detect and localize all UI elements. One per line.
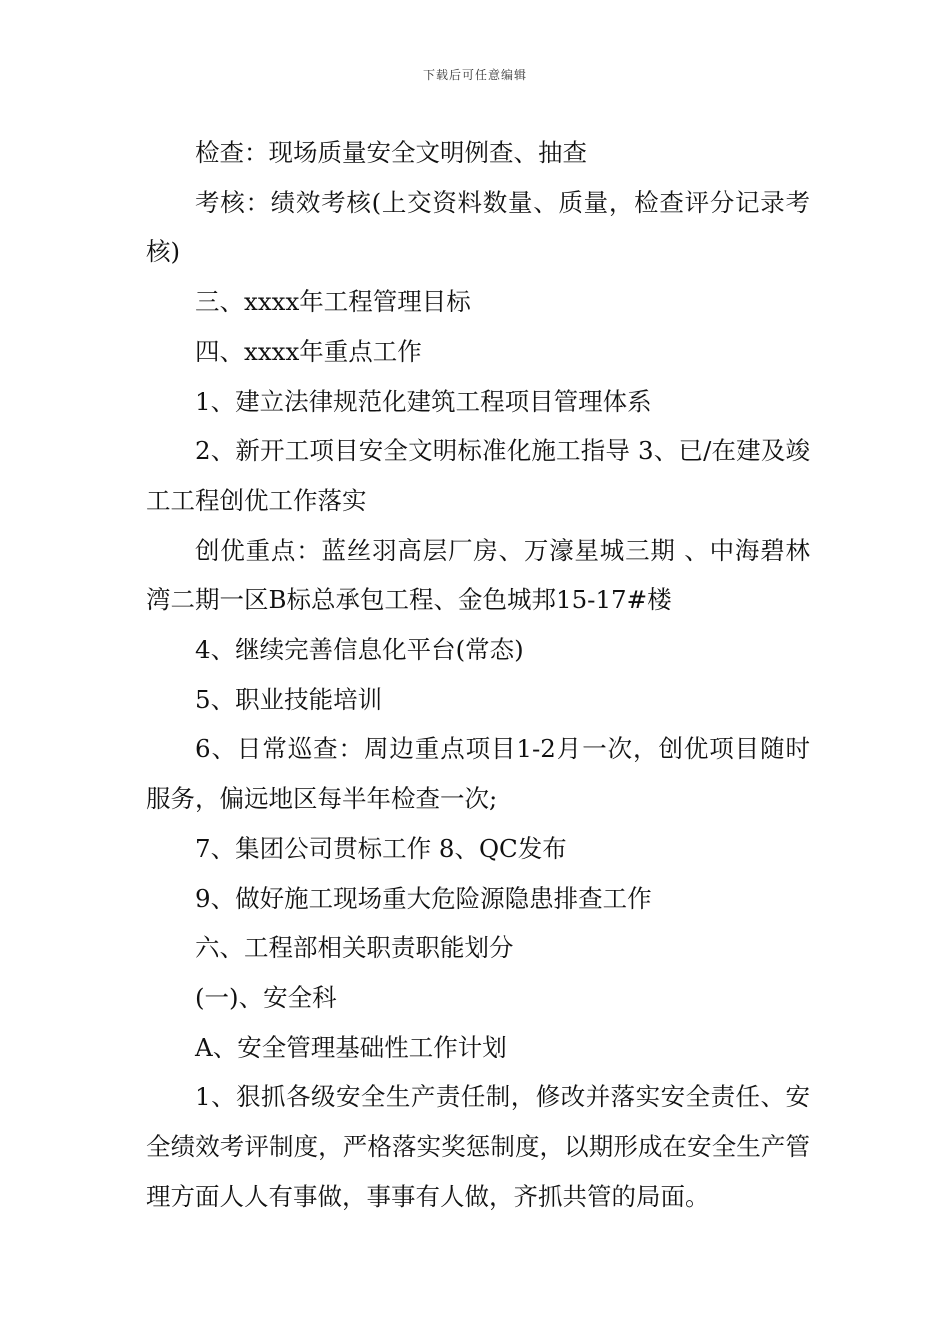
paragraph: 5、职业技能培训 xyxy=(195,684,383,714)
paragraph: 7、集团公司贯标工作 8、QC发布 xyxy=(195,833,567,863)
paragraph: 检查：现场质量安全文明例查、抽查 xyxy=(195,138,587,167)
paragraph: 9、做好施工现场重大危险源隐患排查工作 xyxy=(195,883,652,913)
paragraph: 创优重点：蓝丝羽高层厂房、万濠星城三期 、中海碧林湾二期一区B标总承包工程、金色城邦15-17#楼 xyxy=(146,535,810,615)
paragraph: 4、继续完善信息化平台(常态) xyxy=(195,635,524,665)
paragraph: 1、建立法律规范化建筑工程项目管理体系 xyxy=(195,386,652,416)
paragraph: (一)、安全科 xyxy=(195,982,337,1012)
paragraph: 四、xxxx年重点工作 xyxy=(195,336,422,366)
paragraph: 6、日常巡查：周边重点项目1-2月一次，创优项目随时服务，偏远地区每半年检查一次; xyxy=(146,734,810,814)
document-body xyxy=(146,128,810,1221)
paragraph: 2、新开工项目安全文明标准化施工指导 3、已/在建及竣工工程创优工作落实 xyxy=(146,436,810,515)
paragraph: A、安全管理基础性工作计划 xyxy=(195,1032,507,1062)
paragraph: 三、xxxx年工程管理目标 xyxy=(195,287,471,317)
page-header: 下载后可任意编辑 xyxy=(422,68,527,82)
paragraph: 1、狠抓各级安全生产责任制，修改并落实安全责任、安全绩效考评制度，严格落实奖惩制度，以期形成在安全生产管理方面人人有事做，事事有人做，齐抓共管的局面。 xyxy=(146,1082,810,1211)
paragraph: 六、工程部相关职责职能划分 xyxy=(195,933,514,963)
paragraph: 考核：绩效考核(上交资料数量、质量，检查评分记录考核) xyxy=(146,187,810,267)
